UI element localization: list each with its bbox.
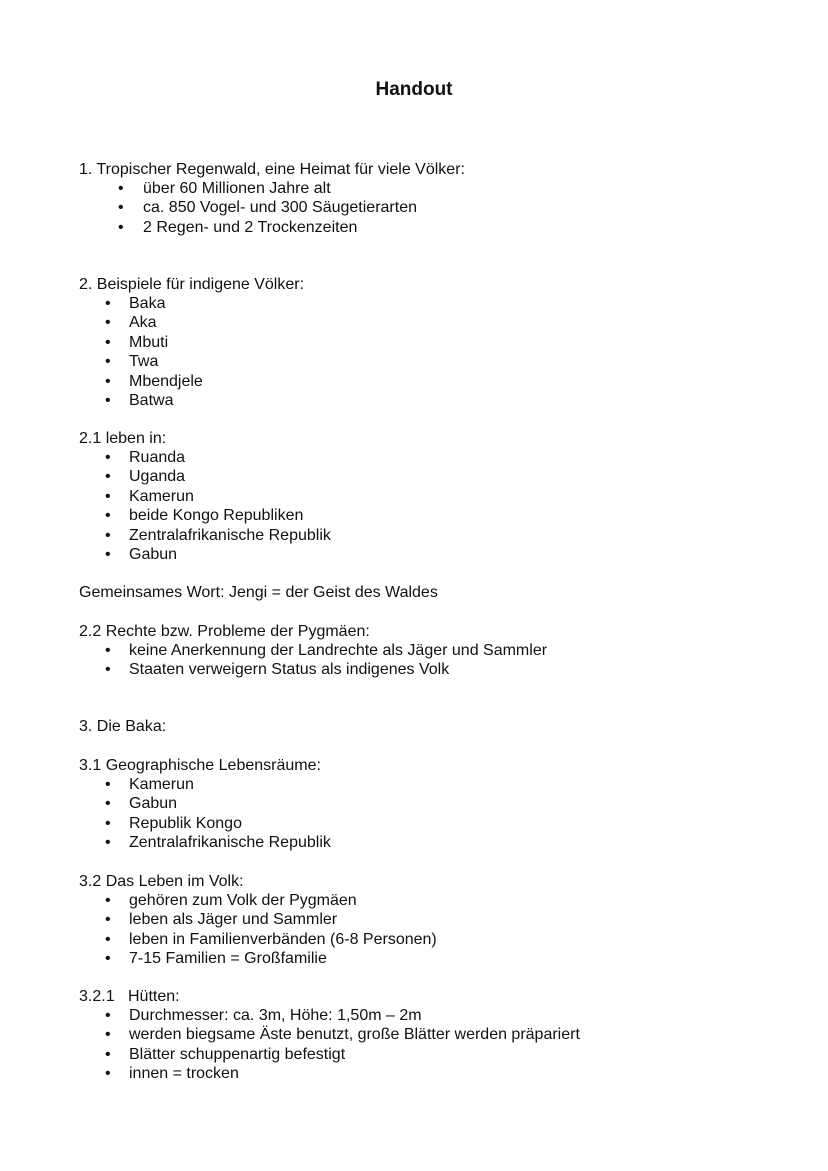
list-item: • Gabun xyxy=(129,545,331,564)
list-item: • Zentralafrikanische Republik xyxy=(129,526,331,545)
section-2-heading: 2. Beispiele für indigene Völker: xyxy=(79,276,305,293)
list-item: • werden biegsame Äste benutzt, große Blätter werden präpariert xyxy=(129,1025,580,1044)
list-item: • Republik Kongo xyxy=(129,814,331,833)
section-2-list xyxy=(129,294,203,410)
section-2-1-list xyxy=(129,448,331,564)
list-item: • Twa xyxy=(129,352,203,371)
list-item: • Aka xyxy=(129,313,203,332)
list-item: • keine Anerkennung der Landrechte als Jäger und Sammler xyxy=(129,641,547,660)
list-item: • leben in Familienverbänden (6-8 Personen) xyxy=(129,930,437,949)
list-item: • Durchmesser: ca. 3m, Höhe: 1,50m – 2m xyxy=(129,1006,580,1025)
list-item: • Blätter schuppenartig befestigt xyxy=(129,1045,580,1064)
section-3-2-list xyxy=(129,891,437,969)
list-item: • 7-15 Familien = Großfamilie xyxy=(129,949,437,968)
list-item: • 2 Regen- und 2 Trockenzeiten xyxy=(143,218,417,237)
page-title: Handout xyxy=(375,79,453,100)
list-item: • über 60 Millionen Jahre alt xyxy=(143,179,417,198)
section-3-heading: 3. Die Baka: xyxy=(79,718,167,735)
section-number: 3.2.1 xyxy=(79,988,115,1005)
list-item: • Mbendjele xyxy=(129,372,203,391)
section-2-1-heading: 2.1 leben in: xyxy=(79,430,167,447)
list-item: • Kamerun xyxy=(129,775,331,794)
list-item: • Baka xyxy=(129,294,203,313)
list-item: • beide Kongo Republiken xyxy=(129,506,331,525)
list-item: • Kamerun xyxy=(129,487,331,506)
section-3-2-heading: 3.2 Das Leben im Volk: xyxy=(79,873,244,890)
list-item: • Staaten verweigern Status als indigenes Volk xyxy=(129,660,547,679)
section-3-2-1-heading xyxy=(79,987,180,1006)
section-3-1-heading: 3.1 Geographische Lebensräume: xyxy=(79,757,321,774)
list-item: • leben als Jäger und Sammler xyxy=(129,910,437,929)
list-item: • innen = trocken xyxy=(129,1064,580,1083)
common-word-line: Gemeinsames Wort: Jengi = der Geist des Waldes xyxy=(79,584,438,601)
list-item: • Batwa xyxy=(129,391,203,410)
list-item: • ca. 850 Vogel- und 300 Säugetierarten xyxy=(143,198,417,217)
list-item: • Mbuti xyxy=(129,333,203,352)
section-label: Hütten: xyxy=(128,988,180,1005)
list-item: • Uganda xyxy=(129,467,331,486)
section-3-1-list xyxy=(129,775,331,853)
section-2-2-list xyxy=(129,641,547,680)
section-2-2-heading: 2.2 Rechte bzw. Probleme der Pygmäen: xyxy=(79,623,370,640)
section-1-list xyxy=(143,179,417,237)
list-item: • Gabun xyxy=(129,794,331,813)
section-3-2-1-list xyxy=(129,1006,580,1084)
list-item: • gehören zum Volk der Pygmäen xyxy=(129,891,437,910)
section-1-heading: 1. Tropischer Regenwald, eine Heimat für viele Völker: xyxy=(79,161,465,178)
list-item: • Zentralafrikanische Republik xyxy=(129,833,331,852)
list-item: • Ruanda xyxy=(129,448,331,467)
